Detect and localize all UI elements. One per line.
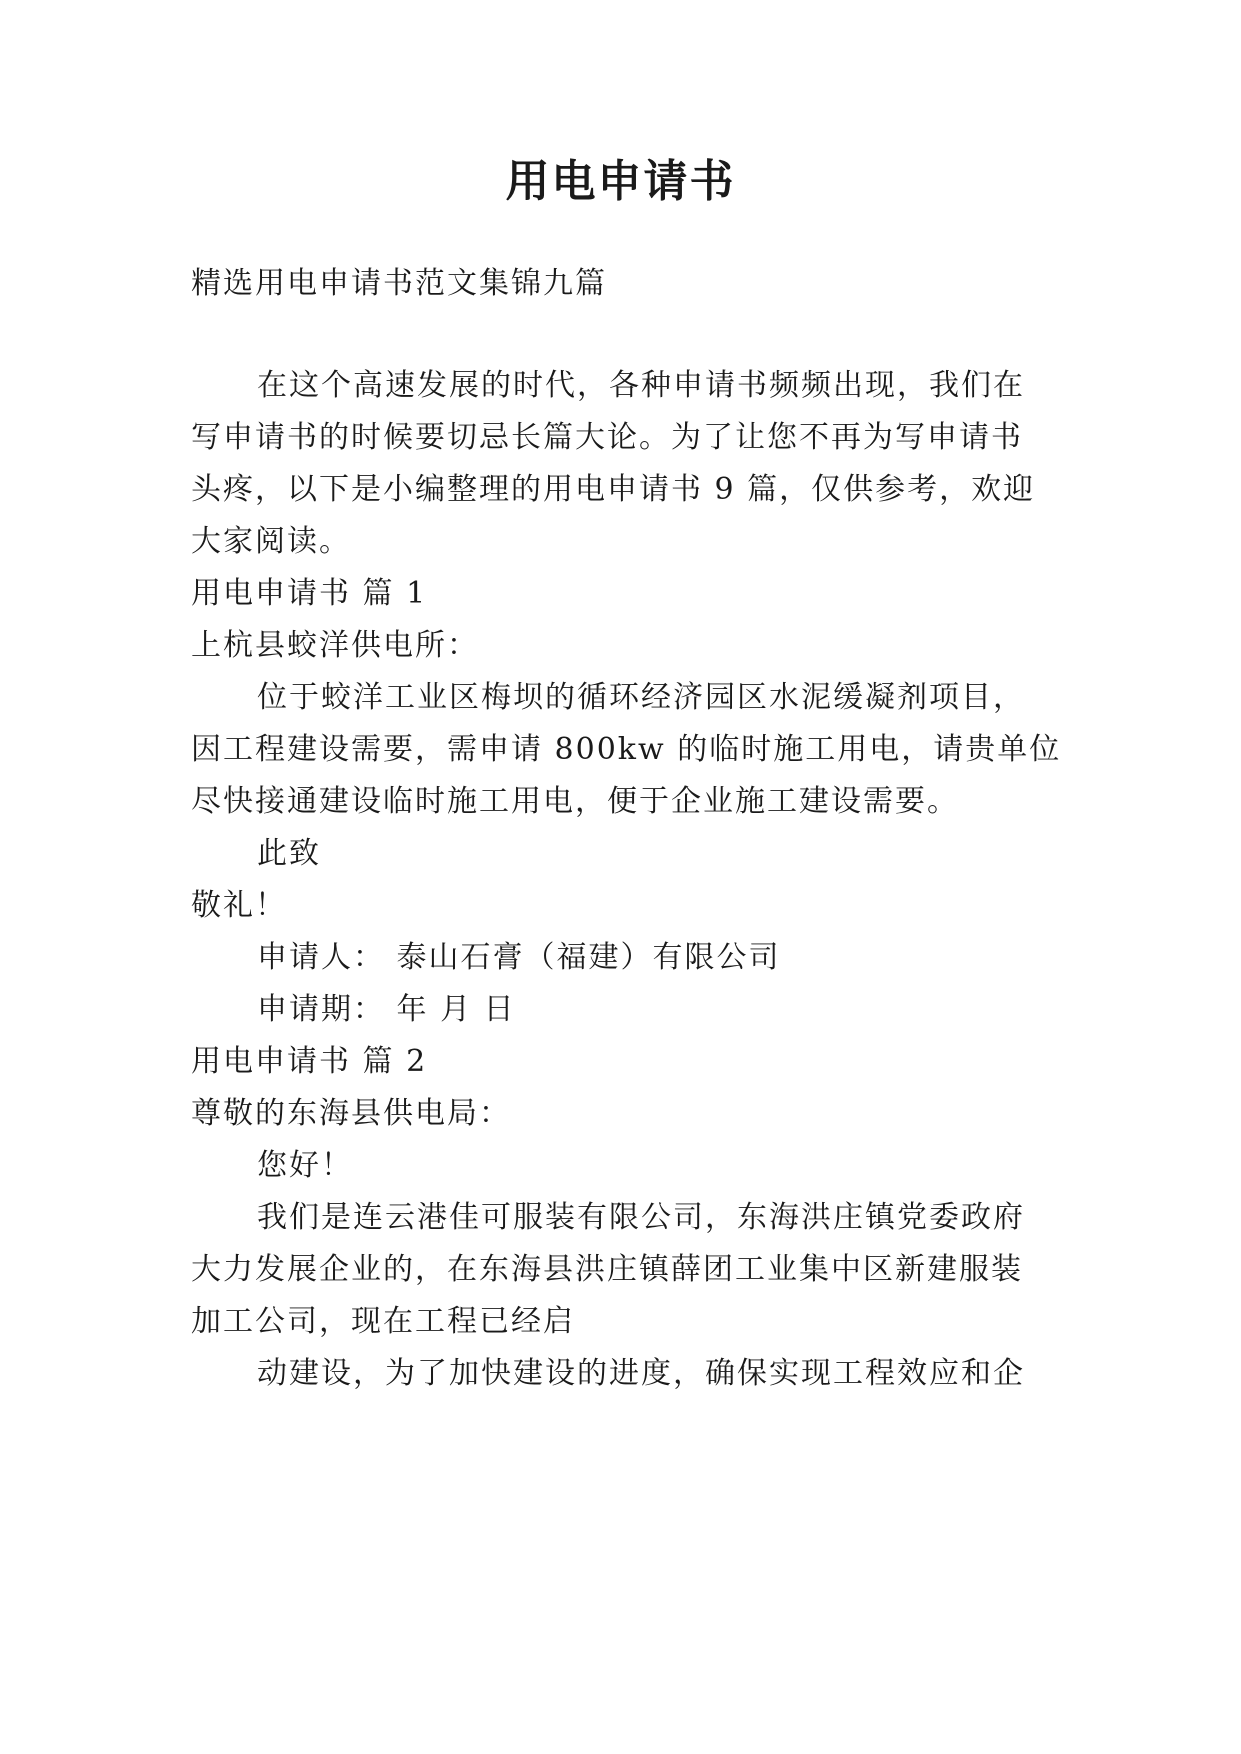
body-line: 尽快接通建设临时施工用电，便于企业施工建设需要。 (191, 784, 959, 819)
section-heading: 用电申请书 篇 2 (191, 1044, 428, 1079)
greeting-line: 您好！ (257, 1148, 353, 1183)
addressee: 尊敬的东海县供电局： (191, 1096, 511, 1131)
intro-line: 大家阅读。 (191, 524, 351, 559)
intro-line: 头疼，以下是小编整理的用电申请书 9 篇，仅供参考，欢迎 (191, 472, 1036, 507)
addressee: 上杭县蛟洋供电所： (191, 628, 479, 663)
intro-line: 在这个高速发展的时代，各种申请书频频出现，我们在 (257, 368, 1025, 403)
body-line: 因工程建设需要，需申请 800kw 的临时施工用电，请贵单位 (191, 732, 1062, 767)
closing-line: 敬礼！ (191, 888, 287, 923)
closing-line: 此致 (257, 836, 321, 871)
body-line: 位于蛟洋工业区梅坝的循环经济园区水泥缓凝剂项目， (257, 680, 1025, 715)
date-line: 申请期： 年 月 日 (257, 992, 516, 1027)
document-title: 用电申请书 (505, 156, 736, 207)
body-line: 动建设，为了加快建设的进度，确保实现工程效应和企 (257, 1356, 1025, 1391)
applicant-line: 申请人： 泰山石膏（福建）有限公司 (257, 940, 781, 975)
body-line: 加工公司，现在工程已经启 (191, 1304, 575, 1339)
body-line: 我们是连云港佳可服装有限公司，东海洪庄镇党委政府 (257, 1200, 1025, 1235)
document-subtitle: 精选用电申请书范文集锦九篇 (191, 266, 607, 301)
intro-line: 写申请书的时候要切忌长篇大论。为了让您不再为写申请书 (191, 420, 1023, 455)
body-line: 大力发展企业的，在东海县洪庄镇薛团工业集中区新建服装 (191, 1252, 1023, 1287)
section-heading: 用电申请书 篇 1 (191, 576, 428, 611)
